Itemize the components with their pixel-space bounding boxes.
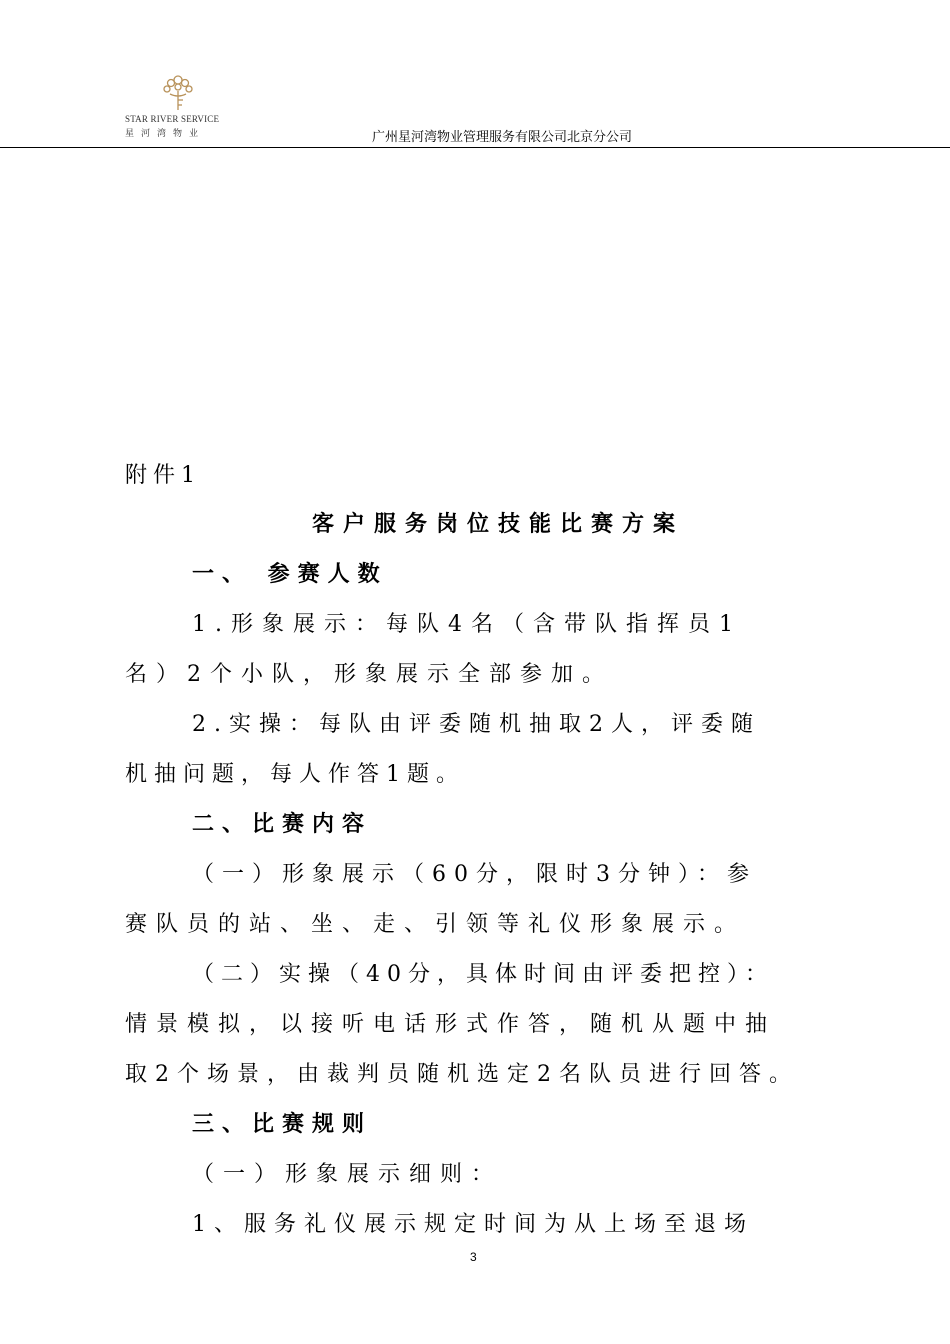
logo-text-english: STAR RIVER SERVICE [125,114,220,124]
section-heading-2: 二、比赛内容 [192,811,373,837]
paragraph-3-line-1: （一）形象展示（60分，限时3分钟）：参 [192,862,757,887]
paragraph-4-line-1: （二）实操（40分，具体时间由评委把控）： [192,962,774,987]
paragraph-4-line-2: 情景模拟，以接听电话形式作答，随机从题中抽 [125,1012,777,1037]
company-name: 广州星河湾物业管理服务有限公司北京分公司 [372,130,633,145]
section-heading-1: 一、 参赛人数 [192,561,388,587]
paragraph-1-line-2: 名）2个小队，形象展示全部参加。 [125,662,613,687]
header-divider [0,147,950,148]
page-header [0,0,950,150]
company-logo [125,70,235,140]
document-title: 客户服务岗位技能比赛方案 [312,511,685,537]
section-heading-3: 三、比赛规则 [192,1111,373,1137]
paragraph-2-line-1: 2.实操：每队由评委随机抽取2人，评委随 [192,712,761,737]
paragraph-5-line-1: （一）形象展示细则： [192,1162,503,1187]
paragraph-1-line-1: 1.形象展示：每队4名（含带队指挥员1 [192,612,742,637]
paragraph-2-line-2: 机抽问题，每人作答1题。 [125,762,465,787]
paragraph-3-line-2: 赛队员的站、坐、走、引领等礼仪形象展示。 [125,912,746,937]
logo-text-chinese: 星河湾物业 [125,129,206,139]
paragraph-6-line-1: 1、服务礼仪展示规定时间为从上场至退场 [192,1212,754,1237]
attachment-label: 附件1 [125,463,201,488]
paragraph-4-line-3: 取2个场景，由裁判员随机选定2名队员进行回答。 [125,1062,799,1087]
tree-key-logo-icon [125,70,235,114]
page-number: 3 [470,1250,477,1264]
